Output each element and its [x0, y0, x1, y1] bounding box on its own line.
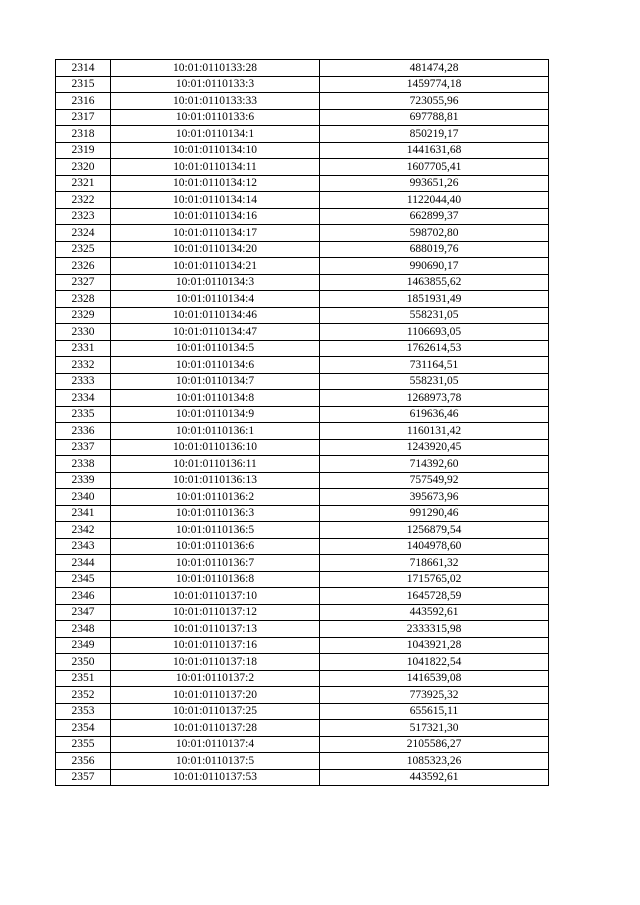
value-cell: 1268973,78	[320, 390, 549, 407]
cadastral-number-cell: 10:01:0110137:5	[111, 753, 320, 770]
value-cell: 1715765,02	[320, 571, 549, 588]
row-number-cell: 2339	[56, 472, 111, 489]
cadastral-number-cell: 10:01:0110133:6	[111, 109, 320, 126]
cadastral-number-cell: 10:01:0110133:28	[111, 60, 320, 77]
cadastral-number-cell: 10:01:0110133:33	[111, 93, 320, 110]
row-number-cell: 2354	[56, 720, 111, 737]
table-row	[56, 60, 549, 77]
cadastral-number-cell: 10:01:0110134:11	[111, 159, 320, 176]
table-row	[56, 670, 549, 687]
row-number-cell: 2328	[56, 291, 111, 308]
cadastral-number-cell: 10:01:0110134:5	[111, 340, 320, 357]
row-number-cell: 2336	[56, 423, 111, 440]
value-cell: 1459774,18	[320, 76, 549, 93]
value-cell: 1122044,40	[320, 192, 549, 209]
row-number-cell: 2317	[56, 109, 111, 126]
row-number-cell: 2338	[56, 456, 111, 473]
value-cell: 697788,81	[320, 109, 549, 126]
cadastral-number-cell: 10:01:0110134:7	[111, 373, 320, 390]
cadastral-number-cell: 10:01:0110137:12	[111, 604, 320, 621]
table-row	[56, 456, 549, 473]
value-cell: 517321,30	[320, 720, 549, 737]
row-number-cell: 2343	[56, 538, 111, 555]
value-cell: 723055,96	[320, 93, 549, 110]
table-row	[56, 258, 549, 275]
table-row	[56, 390, 549, 407]
row-number-cell: 2356	[56, 753, 111, 770]
cadastral-number-cell: 10:01:0110137:18	[111, 654, 320, 671]
table-row	[56, 192, 549, 209]
value-cell: 1416539,08	[320, 670, 549, 687]
row-number-cell: 2318	[56, 126, 111, 143]
cadastral-number-cell: 10:01:0110136:3	[111, 505, 320, 522]
value-cell: 773925,32	[320, 687, 549, 704]
cadastral-number-cell: 10:01:0110134:46	[111, 307, 320, 324]
value-cell: 1645728,59	[320, 588, 549, 605]
table-row	[56, 538, 549, 555]
table-row	[56, 472, 549, 489]
cadastral-number-cell: 10:01:0110134:21	[111, 258, 320, 275]
cadastral-number-cell: 10:01:0110137:13	[111, 621, 320, 638]
cadastral-number-cell: 10:01:0110134:10	[111, 142, 320, 159]
cadastral-number-cell: 10:01:0110137:16	[111, 637, 320, 654]
cadastral-number-cell: 10:01:0110133:3	[111, 76, 320, 93]
row-number-cell: 2340	[56, 489, 111, 506]
cadastral-number-cell: 10:01:0110137:4	[111, 736, 320, 753]
table-row	[56, 225, 549, 242]
row-number-cell: 2357	[56, 769, 111, 786]
cadastral-number-cell: 10:01:0110134:16	[111, 208, 320, 225]
table-row	[56, 175, 549, 192]
row-number-cell: 2348	[56, 621, 111, 638]
value-cell: 395673,96	[320, 489, 549, 506]
value-cell: 655615,11	[320, 703, 549, 720]
table-row	[56, 571, 549, 588]
value-cell: 2333315,98	[320, 621, 549, 638]
value-cell: 1762614,53	[320, 340, 549, 357]
value-cell: 991290,46	[320, 505, 549, 522]
cadastral-number-cell: 10:01:0110137:25	[111, 703, 320, 720]
row-number-cell: 2323	[56, 208, 111, 225]
row-number-cell: 2350	[56, 654, 111, 671]
value-cell: 1851931,49	[320, 291, 549, 308]
row-number-cell: 2326	[56, 258, 111, 275]
row-number-cell: 2331	[56, 340, 111, 357]
value-cell: 1160131,42	[320, 423, 549, 440]
cadastral-number-cell: 10:01:0110134:8	[111, 390, 320, 407]
cadastral-number-cell: 10:01:0110136:7	[111, 555, 320, 572]
cadastral-number-cell: 10:01:0110134:17	[111, 225, 320, 242]
value-cell: 714392,60	[320, 456, 549, 473]
table-row	[56, 621, 549, 638]
row-number-cell: 2342	[56, 522, 111, 539]
cadastral-number-cell: 10:01:0110134:3	[111, 274, 320, 291]
cadastral-number-cell: 10:01:0110134:1	[111, 126, 320, 143]
row-number-cell: 2349	[56, 637, 111, 654]
cadastral-number-cell: 10:01:0110136:8	[111, 571, 320, 588]
cadastral-number-cell: 10:01:0110134:20	[111, 241, 320, 258]
value-cell: 558231,05	[320, 373, 549, 390]
cadastral-number-cell: 10:01:0110137:20	[111, 687, 320, 704]
value-cell: 1243920,45	[320, 439, 549, 456]
table-row	[56, 159, 549, 176]
cadastral-number-cell: 10:01:0110136:5	[111, 522, 320, 539]
table-row	[56, 555, 549, 572]
row-number-cell: 2352	[56, 687, 111, 704]
cadastral-number-cell: 10:01:0110137:2	[111, 670, 320, 687]
cadastral-number-cell: 10:01:0110136:1	[111, 423, 320, 440]
table-row	[56, 489, 549, 506]
value-cell: 1607705,41	[320, 159, 549, 176]
row-number-cell: 2325	[56, 241, 111, 258]
cadastral-number-cell: 10:01:0110137:10	[111, 588, 320, 605]
table-row	[56, 654, 549, 671]
table-row	[56, 720, 549, 737]
table-row	[56, 373, 549, 390]
row-number-cell: 2355	[56, 736, 111, 753]
table-row	[56, 274, 549, 291]
table-row	[56, 703, 549, 720]
row-number-cell: 2351	[56, 670, 111, 687]
value-cell: 757549,92	[320, 472, 549, 489]
table-row	[56, 142, 549, 159]
table-row	[56, 340, 549, 357]
table-row	[56, 687, 549, 704]
table-row	[56, 291, 549, 308]
row-number-cell: 2347	[56, 604, 111, 621]
value-cell: 1256879,54	[320, 522, 549, 539]
value-cell: 1106693,05	[320, 324, 549, 341]
row-number-cell: 2322	[56, 192, 111, 209]
table-row	[56, 109, 549, 126]
cadastral-number-cell: 10:01:0110136:13	[111, 472, 320, 489]
row-number-cell: 2334	[56, 390, 111, 407]
table-row	[56, 637, 549, 654]
table-row	[56, 324, 549, 341]
value-cell: 558231,05	[320, 307, 549, 324]
table-body	[56, 60, 549, 786]
row-number-cell: 2329	[56, 307, 111, 324]
row-number-cell: 2315	[56, 76, 111, 93]
cadastral-number-cell: 10:01:0110137:28	[111, 720, 320, 737]
value-cell: 1441631,68	[320, 142, 549, 159]
value-cell: 598702,80	[320, 225, 549, 242]
value-cell: 1463855,62	[320, 274, 549, 291]
value-cell: 662899,37	[320, 208, 549, 225]
row-number-cell: 2332	[56, 357, 111, 374]
table-row	[56, 588, 549, 605]
cadastral-number-cell: 10:01:0110136:6	[111, 538, 320, 555]
value-cell: 1043921,28	[320, 637, 549, 654]
row-number-cell: 2353	[56, 703, 111, 720]
row-number-cell: 2320	[56, 159, 111, 176]
table-row	[56, 604, 549, 621]
table-row	[56, 357, 549, 374]
cadastral-number-cell: 10:01:0110136:11	[111, 456, 320, 473]
table-row	[56, 406, 549, 423]
cadastral-number-cell: 10:01:0110134:4	[111, 291, 320, 308]
cadastral-number-cell: 10:01:0110134:6	[111, 357, 320, 374]
row-number-cell: 2330	[56, 324, 111, 341]
table-row	[56, 241, 549, 258]
value-cell: 481474,28	[320, 60, 549, 77]
row-number-cell: 2316	[56, 93, 111, 110]
table-row	[56, 439, 549, 456]
row-number-cell: 2321	[56, 175, 111, 192]
row-number-cell: 2344	[56, 555, 111, 572]
row-number-cell: 2324	[56, 225, 111, 242]
table-row	[56, 93, 549, 110]
table-row	[56, 769, 549, 786]
value-cell: 993651,26	[320, 175, 549, 192]
table-row	[56, 307, 549, 324]
value-cell: 443592,61	[320, 604, 549, 621]
value-cell: 2105586,27	[320, 736, 549, 753]
value-cell: 1404978,60	[320, 538, 549, 555]
cadastral-number-cell: 10:01:0110134:12	[111, 175, 320, 192]
table-row	[56, 522, 549, 539]
value-cell: 731164,51	[320, 357, 549, 374]
row-number-cell: 2319	[56, 142, 111, 159]
row-number-cell: 2345	[56, 571, 111, 588]
table-row	[56, 126, 549, 143]
row-number-cell: 2327	[56, 274, 111, 291]
value-cell: 688019,76	[320, 241, 549, 258]
table-row	[56, 423, 549, 440]
data-table	[55, 59, 549, 786]
cadastral-number-cell: 10:01:0110134:9	[111, 406, 320, 423]
value-cell: 850219,17	[320, 126, 549, 143]
row-number-cell: 2333	[56, 373, 111, 390]
table-row	[56, 505, 549, 522]
value-cell: 990690,17	[320, 258, 549, 275]
value-cell: 718661,32	[320, 555, 549, 572]
cadastral-number-cell: 10:01:0110136:2	[111, 489, 320, 506]
cadastral-number-cell: 10:01:0110134:14	[111, 192, 320, 209]
row-number-cell: 2314	[56, 60, 111, 77]
cadastral-number-cell: 10:01:0110134:47	[111, 324, 320, 341]
cadastral-number-cell: 10:01:0110137:53	[111, 769, 320, 786]
value-cell: 443592,61	[320, 769, 549, 786]
table-row	[56, 736, 549, 753]
value-cell: 1085323,26	[320, 753, 549, 770]
row-number-cell: 2341	[56, 505, 111, 522]
value-cell: 1041822,54	[320, 654, 549, 671]
cadastral-number-cell: 10:01:0110136:10	[111, 439, 320, 456]
row-number-cell: 2337	[56, 439, 111, 456]
table-row	[56, 753, 549, 770]
table-row	[56, 208, 549, 225]
table-row	[56, 76, 549, 93]
row-number-cell: 2346	[56, 588, 111, 605]
row-number-cell: 2335	[56, 406, 111, 423]
value-cell: 619636,46	[320, 406, 549, 423]
